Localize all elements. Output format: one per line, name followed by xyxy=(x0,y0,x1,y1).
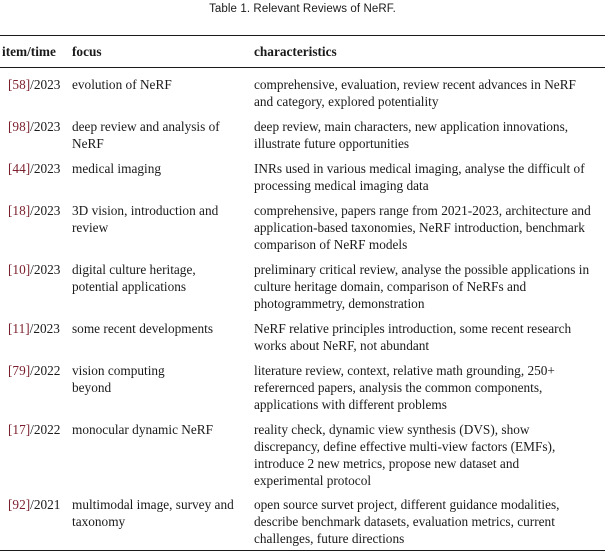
year-text: /2023 xyxy=(30,262,61,277)
item-time-cell xyxy=(8,496,68,513)
characteristics-line: experimental protocol xyxy=(254,473,372,488)
focus-line: beyond xyxy=(72,380,112,395)
table-top-rule xyxy=(0,35,605,36)
table-bottom-rule xyxy=(0,550,605,551)
year-text: /2023 xyxy=(30,161,61,176)
header-item-time: item/time xyxy=(2,44,56,59)
citation-link[interactable]: [92] xyxy=(8,497,31,512)
characteristics-line: discrepancy, define effective multi-view factors (EMFs), xyxy=(254,439,556,454)
characteristics-line: challenges, future directions xyxy=(254,531,405,546)
focus-line: medical imaging xyxy=(72,161,161,176)
characteristics-cell xyxy=(254,362,605,413)
characteristics-line: INRs used in various medical imaging, analyse the difficult of xyxy=(254,161,585,176)
characteristics-cell xyxy=(254,320,605,354)
header-characteristics: characteristics xyxy=(254,44,337,59)
focus-line: digital culture heritage, xyxy=(72,262,196,277)
header-rule xyxy=(0,67,605,68)
citation-link[interactable]: [98] xyxy=(8,119,31,134)
characteristics-line: comprehensive, papers range from 2021-2023, architecture and xyxy=(254,203,591,218)
year-text: /2023 xyxy=(30,119,61,134)
year-text: /2023 xyxy=(29,321,60,336)
focus-line: taxonomy xyxy=(72,514,126,529)
focus-cell xyxy=(72,160,250,177)
focus-line: some recent developments xyxy=(72,321,214,336)
focus-line: 3D vision, introduction and xyxy=(72,203,219,218)
characteristics-line: NeRF relative principles introduction, some recent research xyxy=(254,321,572,336)
focus-cell xyxy=(72,76,250,93)
focus-cell xyxy=(72,421,250,438)
year-text: /2023 xyxy=(30,203,61,218)
characteristics-line: referernced papers, analysis the common components, xyxy=(254,380,543,395)
citation-link[interactable]: [44] xyxy=(8,161,31,176)
year-text: /2022 xyxy=(30,363,61,378)
citation-link[interactable]: [18] xyxy=(8,203,31,218)
citation-link[interactable]: [58] xyxy=(8,77,31,92)
item-time-cell xyxy=(8,261,68,278)
characteristics-line: application-based taxonomies, NeRF introduction, benchmark xyxy=(254,220,585,235)
characteristics-cell xyxy=(254,202,605,253)
item-time-cell xyxy=(8,362,68,379)
item-time-cell xyxy=(8,76,68,93)
year-text: /2022 xyxy=(30,422,61,437)
item-time-cell xyxy=(8,160,68,177)
characteristics-line: open source survet project, different guidance modalities, xyxy=(254,497,560,512)
header-focus: focus xyxy=(72,44,102,59)
table-caption: Table 1. Relevant Reviews of NeRF. xyxy=(209,3,396,15)
characteristics-cell xyxy=(254,496,605,547)
characteristics-line: works about NeRF, not abundant xyxy=(254,338,430,353)
item-time-cell xyxy=(8,202,68,219)
item-time-cell xyxy=(8,421,68,438)
year-text: /2021 xyxy=(30,497,61,512)
characteristics-cell xyxy=(254,76,605,110)
characteristics-line: comprehensive, evaluation, review recent advances in NeRF xyxy=(254,77,576,92)
characteristics-line: describe benchmark datasets, evaluation metrics, current xyxy=(254,514,555,529)
item-time-cell xyxy=(8,118,68,135)
characteristics-line: introduce 2 new metrics, propose new dataset and xyxy=(254,456,520,471)
focus-line: multimodal image, survey and xyxy=(72,497,234,512)
focus-cell xyxy=(72,118,250,152)
characteristics-cell xyxy=(254,160,605,194)
characteristics-line: deep review, main characters, new application innovations, xyxy=(254,119,569,134)
characteristics-line: literature review, context, relative math grounding, 250+ xyxy=(254,363,555,378)
citation-link[interactable]: [17] xyxy=(8,422,31,437)
focus-line: evolution of NeRF xyxy=(72,77,172,92)
characteristics-line: culture heritage domain, comparison of NeRFs and xyxy=(254,279,527,294)
characteristics-line: and category, explored potentiality xyxy=(254,94,439,109)
focus-line: deep review and analysis of xyxy=(72,119,220,134)
item-time-cell xyxy=(8,320,68,337)
characteristics-cell xyxy=(254,261,605,312)
focus-line: NeRF xyxy=(72,136,104,151)
focus-line: vision computing xyxy=(72,363,165,378)
focus-line: monocular dynamic NeRF xyxy=(72,422,214,437)
focus-line: review xyxy=(72,220,109,235)
characteristics-line: illustrate future opportunities xyxy=(254,136,410,151)
focus-cell xyxy=(72,496,250,530)
citation-link[interactable]: [10] xyxy=(8,262,31,277)
characteristics-line: photogrammetry, demonstration xyxy=(254,296,425,311)
characteristics-line: processing medical imaging data xyxy=(254,178,429,193)
characteristics-line: applications with different problems xyxy=(254,397,447,412)
focus-cell xyxy=(72,202,250,236)
characteristics-line: preliminary critical review, analyse the possible applications in xyxy=(254,262,590,277)
focus-line: potential applications xyxy=(72,279,187,294)
focus-cell xyxy=(72,362,250,396)
characteristics-line: comparison of NeRF models xyxy=(254,237,408,252)
characteristics-line: reality check, dynamic view synthesis (DVS), show xyxy=(254,422,530,437)
year-text: /2023 xyxy=(30,77,61,92)
characteristics-cell xyxy=(254,421,605,489)
focus-cell xyxy=(72,261,250,295)
citation-link[interactable]: [79] xyxy=(8,363,31,378)
citation-link[interactable]: [11] xyxy=(8,321,30,336)
characteristics-cell xyxy=(254,118,605,152)
focus-cell xyxy=(72,320,250,337)
